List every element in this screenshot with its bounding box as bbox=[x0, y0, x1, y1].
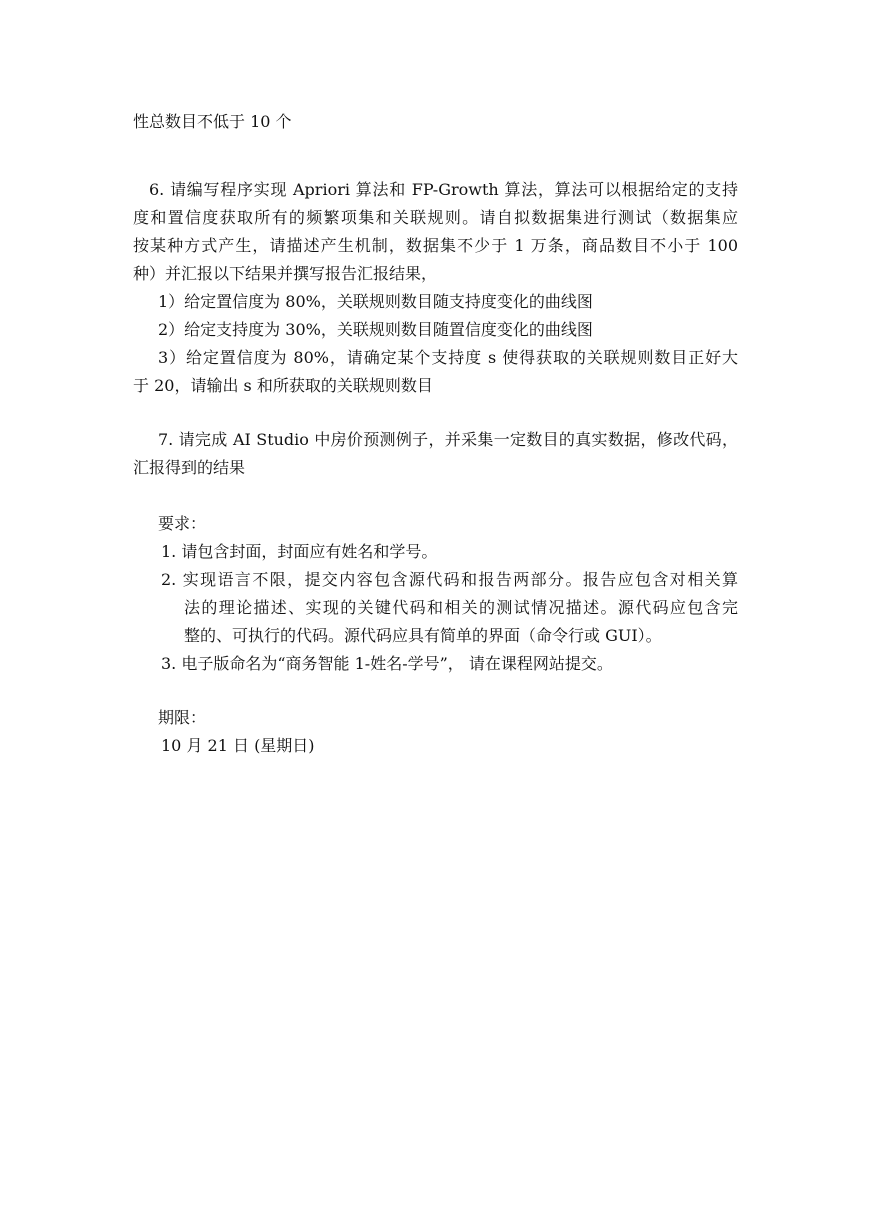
requirement-item-1: 1. 请包含封面，封面应有姓名和学号。 bbox=[161, 542, 438, 561]
task-6-line-3: 按某种方式产生，请描述产生机制，数据集不少于 1 万条，商品数目不小于 100 bbox=[133, 236, 738, 255]
requirement-item-3: 3. 电子版命名为“商务智能 1-姓名-学号”， 请在课程网站提交。 bbox=[161, 654, 613, 673]
requirement-item-2-cont-1: 法的理论描述、实现的关键代码和相关的测试情况描述。源代码应包含完 bbox=[184, 598, 738, 617]
task-6-subitem-3-cont: 于 20，请输出 s 和所获取的关联规则数目 bbox=[133, 376, 433, 395]
requirement-item-2: 2. 实现语言不限，提交内容包含源代码和报告两部分。报告应包含对相关算 bbox=[161, 570, 738, 589]
task-6-line-2: 度和置信度获取所有的频繁项集和关联规则。请自拟数据集进行测试（数据集应 bbox=[133, 208, 738, 227]
task-6-line-1: 6. 请编写程序实现 Apriori 算法和 FP-Growth 算法，算法可以根据给定的支持 bbox=[149, 180, 738, 199]
requirements-heading: 要求： bbox=[158, 514, 207, 533]
requirement-item-2-cont-2: 整的、可执行的代码。源代码应具有简单的界面（命令行或 GUI）。 bbox=[184, 626, 662, 645]
task-6-line-4: 种）并汇报以下结果并撰写报告汇报结果， bbox=[133, 264, 438, 283]
task-6-subitem-1: 1）给定置信度为 80%，关联规则数目随支持度变化的曲线图 bbox=[158, 292, 593, 311]
task-6-subitem-3: 3）给定置信度为 80%，请确定某个支持度 s 使得获取的关联规则数目正好大 bbox=[158, 348, 738, 367]
deadline-date: 10 月 21 日 (星期日) bbox=[161, 736, 315, 755]
task-7-line-1: 7. 请完成 AI Studio 中房价预测例子，并采集一定数目的真实数据，修改代码， bbox=[158, 430, 738, 449]
deadline-heading: 期限： bbox=[158, 708, 207, 727]
task-7-line-2: 汇报得到的结果 bbox=[133, 458, 246, 477]
task-6-subitem-2: 2）给定支持度为 30%，关联规则数目随置信度变化的曲线图 bbox=[158, 320, 593, 339]
continuation-text: 性总数目不低于 10 个 bbox=[133, 112, 292, 131]
